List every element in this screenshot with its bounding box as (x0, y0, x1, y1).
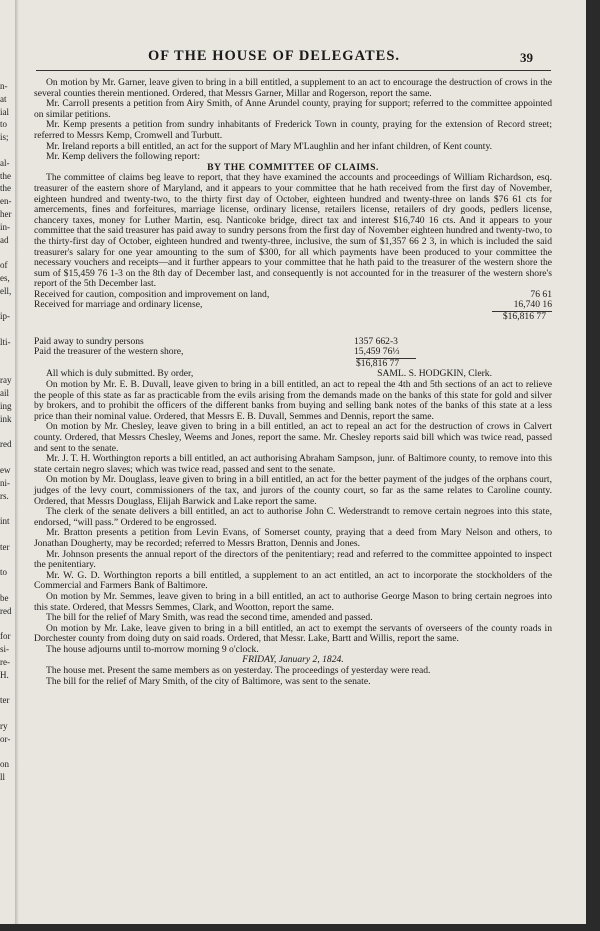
date-heading: FRIDAY, January 2, 1824. (242, 654, 344, 666)
gutter-fragment: ial (0, 106, 9, 117)
gutter-fragment (0, 451, 14, 464)
paragraph: Mr. W. G. D. Worthington reports a bill entitled, a supplement to an act entitled, an act to incorporate the stockholders of the Commercial and Farmers Bank of Baltimore. (34, 569, 552, 592)
paragraph: Mr. Bratton presents a petition from Levin Evans, of Somerset county, praying that a deed from Mary Nelson and others, to Jonathan Dougherty, may be recorded; referred to Messrs Bratton, Dennis and Jones. (34, 527, 552, 549)
adjacent-page-gutter (0, 80, 14, 860)
gutter-fragment: ter (0, 541, 10, 552)
gutter-fragment: ter (0, 695, 10, 706)
gutter-fragment: ray (0, 375, 12, 386)
gutter-fragment: es, (0, 272, 10, 283)
gutter-fragment: ink (0, 413, 12, 424)
gutter-fragment: lti- (0, 336, 11, 347)
gutter-fragment (0, 362, 14, 375)
gutter-fragment (0, 579, 14, 592)
page-header-title: OF THE HOUSE OF DELEGATES. (148, 48, 401, 64)
account-amount: 15,459 76⅓ (354, 346, 400, 358)
gutter-fragment: al- (0, 157, 10, 168)
gutter-fragment: on (0, 759, 9, 770)
account-label: Received for marriage and ordinary license, (34, 299, 203, 311)
gutter-fragment (0, 681, 14, 694)
gutter-fragment (0, 298, 14, 311)
paragraph: The bill for the relief of Mary Smith, of the city of Baltimore, was sent to the senate. (46, 675, 371, 687)
paragraph: The house adjourns until to-morrow morning 9 o'clock. (46, 643, 259, 655)
paragraph: Mr. Kemp delivers the following report: (46, 151, 201, 163)
gutter-fragment (0, 528, 14, 541)
gutter-fragment: to (0, 119, 8, 130)
committee-report: The committee of claims beg leave to report, that they have examined the accounts and proceedings of William Richardson, esq. treasurer of the eastern shore of Maryland, and it appears to your committee that he hath received from the first day of November, eighteen hundred and twenty-two, to the thirty first day of October, eighteen hundred and twenty-three on lands $76 61 cts for amercements, fines and forfeitures, marriage license, ordinary license, retailers license, retailers of dry goods, pedlers license, chancery taxes, money for Luther Martin, esq. Nanticoke bridge, direct tax and interest $16,740 16 cts. And it appears to your committee that the said treasurer has paid away to sundry persons from the first day of November eighteen hundred and twenty-two, to the thirty-first day of October, eighteen hundred and twenty-three, inclusive, the sum of $1,357 66 2 3, in which is included the said treasurer's salary for one year amounting to the sum of $300, for all which payments have been produced to your committee the necessary vouchers and receipts—and it further appears to your committee that he hath paid to the treasurer of the western shore the sum of $15,459 76 1-3 on the 8th day of December last, and consequently is not accounted for in the treasurer of the western shore's report of the 5th December last. (34, 172, 552, 290)
account-label: Paid away to sundry persons (34, 335, 144, 347)
gutter-fragment (0, 745, 14, 758)
signature-text: All which is duly submitted. By order, (46, 368, 194, 380)
paragraph: Mr. Johnson presents the annual report of the directors of the penitentiary; read and referred to the committee appointed to inspect the penitentiary. (34, 548, 552, 571)
account-amount: 16,740 16 (513, 299, 552, 311)
paragraph: On motion by Mr. Douglass, leave given to bring in a bill entitled, an act for the better payment of the judges of the orphans court, judges of the levy court, commissioners of the tax, and jurors of the county court, so far as the same relates to Caroline county. Ordered, that Messrs Douglass, Elijah Barwick and Lake report the same. (34, 474, 552, 507)
paragraph: Mr. J. T. H. Worthington reports a bill entitled, an act authorising Abraham Sampson, junr. of Baltimore county, to remove into this state certain negro slaves; which was twice read, passed and sent to the senate. (34, 453, 552, 475)
paragraph: Mr. Carroll presents a petition from Airy Smith, of Anne Arundel county, praying for support; referred to the committee appointed on similar petitions. (34, 98, 552, 120)
gutter-fragment: or- (0, 733, 11, 744)
gutter-fragment: in- (0, 221, 10, 232)
gutter-fragment: ip- (0, 311, 10, 322)
gutter-fragment: si- (0, 644, 9, 655)
gutter-fragment (0, 323, 14, 336)
gutter-fragment: ad (0, 234, 9, 245)
gutter-fragment: to (0, 567, 8, 578)
paragraph: The house met. Present the same members as on yesterday. The proceedings of yesterday were read. (46, 665, 431, 677)
gutter-fragment: ni- (0, 477, 10, 488)
gutter-fragment: of (0, 260, 8, 271)
paragraph: On motion by Mr. Lake, leave given to bring in a bill entitled, an act to exempt the servants of overseers of the county roads in Dorchester county from doing duty on said roads. Ordered, that Messr. Lake, Bartt and Willis, report the same. (34, 622, 552, 645)
gutter-fragment: red (0, 439, 12, 450)
paragraph: The bill for the relief of Mary Smith, was read the second time, amended and passed. (46, 612, 373, 624)
gutter-fragment (0, 502, 14, 515)
gutter-fragment (0, 553, 14, 566)
paragraph: On motion by Mr. Garner, leave given to bring in a bill entitled, a supplement to an act to encourage the destruction of crows in the several counties therein mentioned. Ordered, that Messrs Garner, Millar and Rogerson, report the same. (34, 77, 552, 99)
gutter-fragment: at (0, 93, 7, 104)
clerk-signature: SAML. S. HODGKIN, Clerk. (377, 368, 492, 380)
gutter-fragment (0, 144, 14, 157)
gutter-fragment: be (0, 592, 9, 603)
account-row (34, 300, 552, 311)
gutter-fragment: en- (0, 196, 12, 207)
gutter-fragment: the (0, 183, 11, 194)
gutter-fragment (0, 617, 14, 630)
page-number: 39 (520, 50, 533, 65)
gutter-fragment: ry (0, 720, 8, 731)
paragraph: On motion by Mr. Chesley, leave given to bring in a bill entitled, an act to repeal an act for the destruction of crows in Calvert county. Ordered, that Messrs Chesley, Weems and Jones, report the same. Mr. Chesley reports said bill which was twice read, passed and sent to the senate. (34, 421, 552, 454)
header-rule (36, 70, 551, 71)
gutter-fragment (0, 426, 14, 439)
committee-heading: BY THE COMMITTEE OF CLAIMS. (207, 161, 379, 173)
gutter-fragment: for (0, 631, 11, 642)
account-label: Paid the treasurer of the western shore, (34, 346, 184, 358)
gutter-fragment: the (0, 170, 11, 181)
gutter-fragment: ew (0, 464, 11, 475)
gutter-fragment: n- (0, 81, 8, 91)
received-total: $16,816 77 (502, 311, 546, 323)
gutter-fragment: H. (0, 669, 9, 680)
account-row (34, 347, 552, 358)
gutter-fragment (0, 707, 14, 720)
account-amount: 1357 662-3 (354, 335, 398, 347)
gutter-fragment: ell, (0, 285, 12, 296)
gutter-fragment: re- (0, 656, 10, 667)
gutter-fragment: int (0, 516, 10, 527)
gutter-fragment: red (0, 605, 12, 616)
account-label: Received for caution, composition and improvement on land, (34, 288, 270, 300)
gutter-fragment: rs. (0, 490, 9, 501)
gutter-fragment: her (0, 208, 12, 219)
paragraph: Mr. Ireland reports a bill entitled, an act for the support of Mary M'Laughlin and her infant children, of Kent county. (46, 140, 493, 152)
gutter-fragment (0, 349, 14, 362)
gutter-fragment: ing (0, 400, 12, 411)
paid-total: $16,816 77 (356, 357, 400, 369)
gutter-fragment: ail (0, 388, 9, 399)
gutter-fragment: ll (0, 772, 6, 783)
gutter-fragment: is; (0, 132, 9, 143)
page-fold (15, 0, 19, 924)
document-body (34, 78, 552, 687)
paragraph: On motion by Mr. E. B. Duvall, leave given to bring in a bill entitled, an act to repeal the 4th and 5th sections of an act to relieve the people of this state as far as practicable from the evils arising from the demands made on the banks of this state for gold and silver by brokers, and to prohibit the officers of the different banks from buying and selling bank notes of the banks of this state at a less price than their nominal value. Ordered, that Messrs E. B. Duvall, Semmes and Dennis, report the same. (34, 379, 552, 422)
paragraph: The clerk of the senate delivers a bill entitled, an act to authorise John C. Wederstrandt to remove certain negroes into this state, endorsed, “will pass.” Ordered to be engrossed. (34, 506, 552, 528)
account-amount: 76 61 (530, 288, 552, 300)
gutter-fragment (0, 246, 14, 259)
paragraph: Mr. Kemp presents a petition from sundry inhabitants of Frederick Town in county, praying for the extension of Record street; referred to Messrs Kemp, Cromwell and Turbutt. (34, 119, 552, 141)
paragraph: On motion by Mr. Semmes, leave given to bring in a bill entitled, an act to authorise George Mason to bring certain negroes into this state. Ordered, that Messrs Semmes, Clark, and Wootton, report the same. (34, 590, 552, 613)
